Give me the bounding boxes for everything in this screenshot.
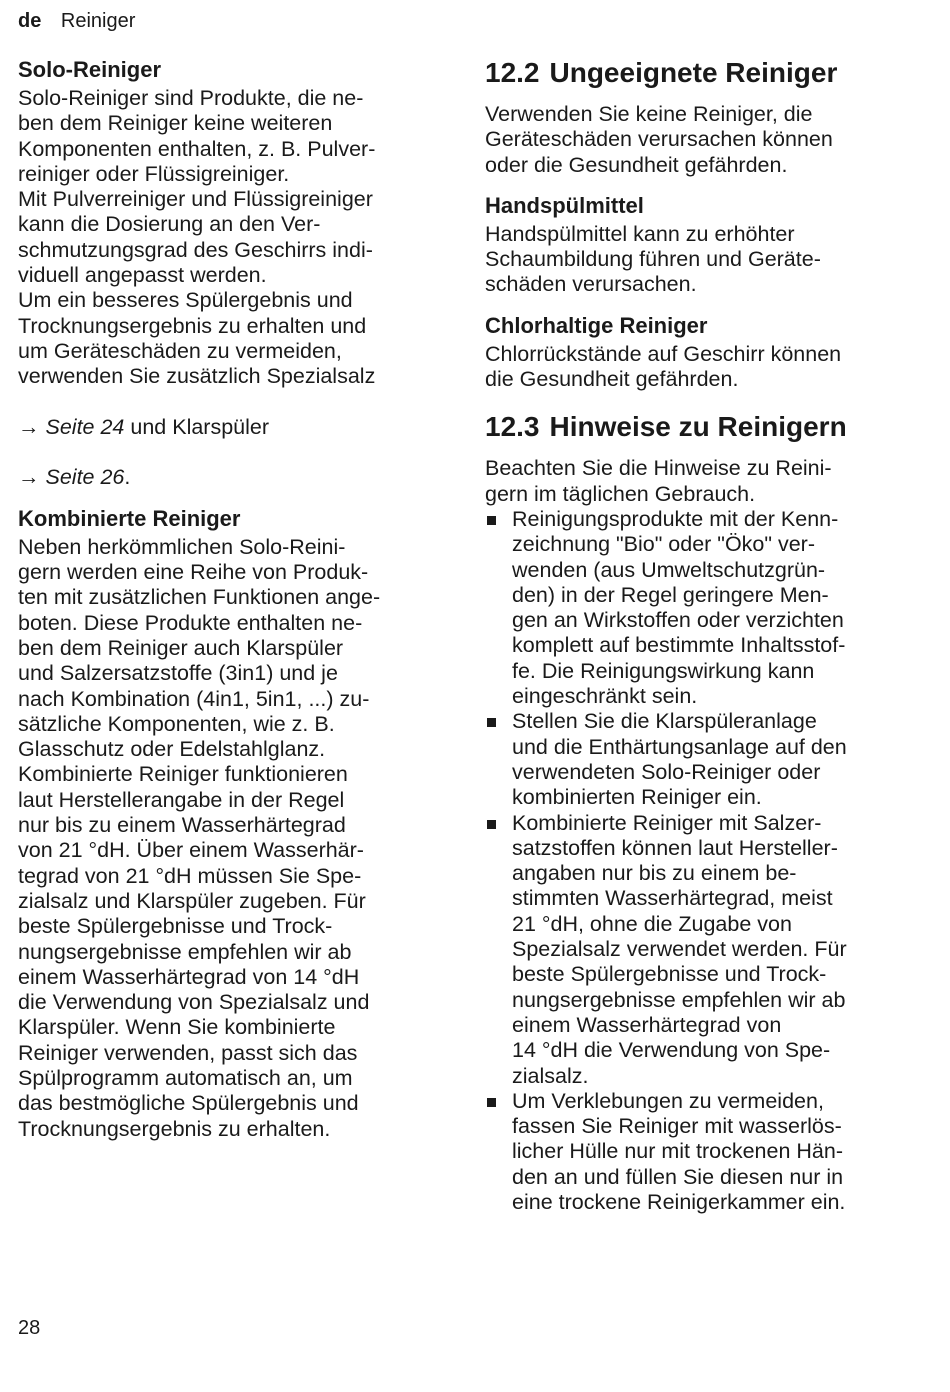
arrow-icon: →	[18, 465, 40, 490]
section-title: Ungeeignete Reiniger	[549, 57, 838, 88]
bullet-icon	[487, 1098, 496, 1107]
solo-heading: Solo-Reiniger	[18, 57, 162, 82]
section-12-3-heading	[485, 410, 915, 444]
chlor-text: Chlorrückstände auf Geschirr können die Gesundheit gefährden.	[485, 341, 842, 392]
list-item-text: Stellen Sie die Klarspüleranlage und die Enthärtungsanlage auf den verwendeten Solo-Reiniger oder kombinierten Reiniger ein.	[512, 709, 847, 810]
arrow-icon: →	[18, 414, 40, 439]
list-item	[485, 811, 915, 1089]
hints-list	[485, 507, 915, 1215]
link-seite-24[interactable]: Seite 24	[45, 414, 125, 439]
page-reference-26	[18, 440, 443, 491]
kombi-heading: Kombinierte Reiniger	[18, 505, 241, 531]
section-title: Hinweise zu Reinigern	[549, 411, 847, 443]
page-number: 28	[18, 1317, 41, 1339]
list-item-text: Um Verklebungen zu vermeiden, fassen Sie Reiniger mit wasserlös- licher Hülle nur mit trockenen Hän- den an und füllen Sie diesen nur in eine trockene Reinigerkammer ein.	[512, 1088, 846, 1214]
left-column	[18, 56, 443, 1142]
ref1-after-text: und Klarspüler	[124, 414, 270, 439]
section-12-2-text: Verwenden Sie keine Reiniger, die Geräteschäden verursachen können oder die Gesundheit gefährden.	[485, 102, 833, 177]
section-12-3-intro: Beachten Sie die Hinweise zu Reini- gern im täglichen Gebrauch.	[485, 456, 832, 506]
list-item	[485, 1089, 915, 1215]
link-seite-26[interactable]: Seite 26	[45, 465, 125, 490]
section-number: 12.2	[485, 57, 540, 88]
hand-text: Handspülmittel kann zu erhöhter Schaumbildung führen und Geräte- schäden verursachen.	[485, 221, 821, 297]
list-item	[485, 507, 915, 709]
bullet-icon	[487, 516, 496, 525]
list-item-text: Reinigungsprodukte mit der Kenn- zeichnung "Bio" oder "Öko" ver- wenden (aus Umweltschutzgrün- den) in der Regel geringere Men- gen an Wirkstoffen oder verzichten komplett auf bestimmte Inhaltsstof- fe. Die Reinigungswirkung kann eingeschränkt sein.	[512, 506, 846, 709]
section-number: 12.3	[485, 411, 540, 443]
section-12-2-heading	[485, 56, 915, 90]
list-item	[485, 709, 915, 810]
bullet-icon	[487, 820, 496, 829]
page-header	[18, 9, 135, 33]
section-name: Reiniger	[60, 10, 136, 32]
chlor-heading: Chlorhaltige Reiniger	[485, 312, 708, 338]
right-column	[485, 56, 915, 1215]
ref2-after-text: .	[124, 465, 131, 490]
kombi-text: Neben herkömmlichen Solo-Reini- gern werden eine Reihe von Produk- ten mit zusätzlichen Funktionen ange- boten. Diese Produkte enthalten ne- ben dem Reiniger auch Klarspüler und Salzersatzstoffe (3in1) und je nach Kombination (4in1, 5in1, ...) zu- sätzliche Komponenten, wie z. B. Glasschutz oder Edelstahlglanz. Kombinierte Reiniger funktionieren laut Herstellerangabe in der Regel nur bis zu einem Wasserhärtegrad von 21 °dH. Über einem Wasserhär- tegrad von 21 °dH müssen Sie Spe- zialsalz und Klarspüler zugeben. Für beste Spülergebnisse und Trock- nungsergebnisse empfehlen wir ab einem Wasserhärtegrad von 14 °dH die Verwendung von Spezialsalz und Klarspüler. Wenn Sie kombinierte Reiniger verwenden, passt sich das Spülprogramm automatisch an, um das bestmögliche Spülergebnis und Trocknungsergebnis zu erhalten.	[18, 534, 381, 1141]
language-code: de	[18, 10, 42, 32]
solo-text: Solo-Reiniger sind Produkte, die ne- ben dem Reiniger keine weiteren Komponenten enthalten, z. B. Pulver- reiniger oder Flüssigreiniger. Mit Pulverreiniger und Flüssigreiniger kann die Dosierung an den Ver- schmutzungsgrad des Geschirrs indi- viduell angepasst werden. Um ein besseres Spülergebnis und Trocknungsergebnis zu erhalten und um Geräteschäden zu vermeiden, verwenden Sie zusätzlich Spezialsalz	[18, 86, 376, 389]
bullet-icon	[487, 718, 496, 727]
list-item-text: Kombinierte Reiniger mit Salzer- satzstoffen können laut Hersteller- angaben nur bis zu einem be- stimmten Wasserhärtegrad, meist 21 °dH, ohne die Zugabe von Spezialsalz verwendet werden. Für beste Spülergebnisse und Trock- nungsergebnisse empfehlen wir ab einem Wasserhärtegrad von 14 °dH die Verwendung von Spe- zialsalz.	[512, 810, 847, 1088]
hand-heading: Handspülmittel	[485, 192, 644, 218]
page-reference-24	[18, 390, 443, 441]
